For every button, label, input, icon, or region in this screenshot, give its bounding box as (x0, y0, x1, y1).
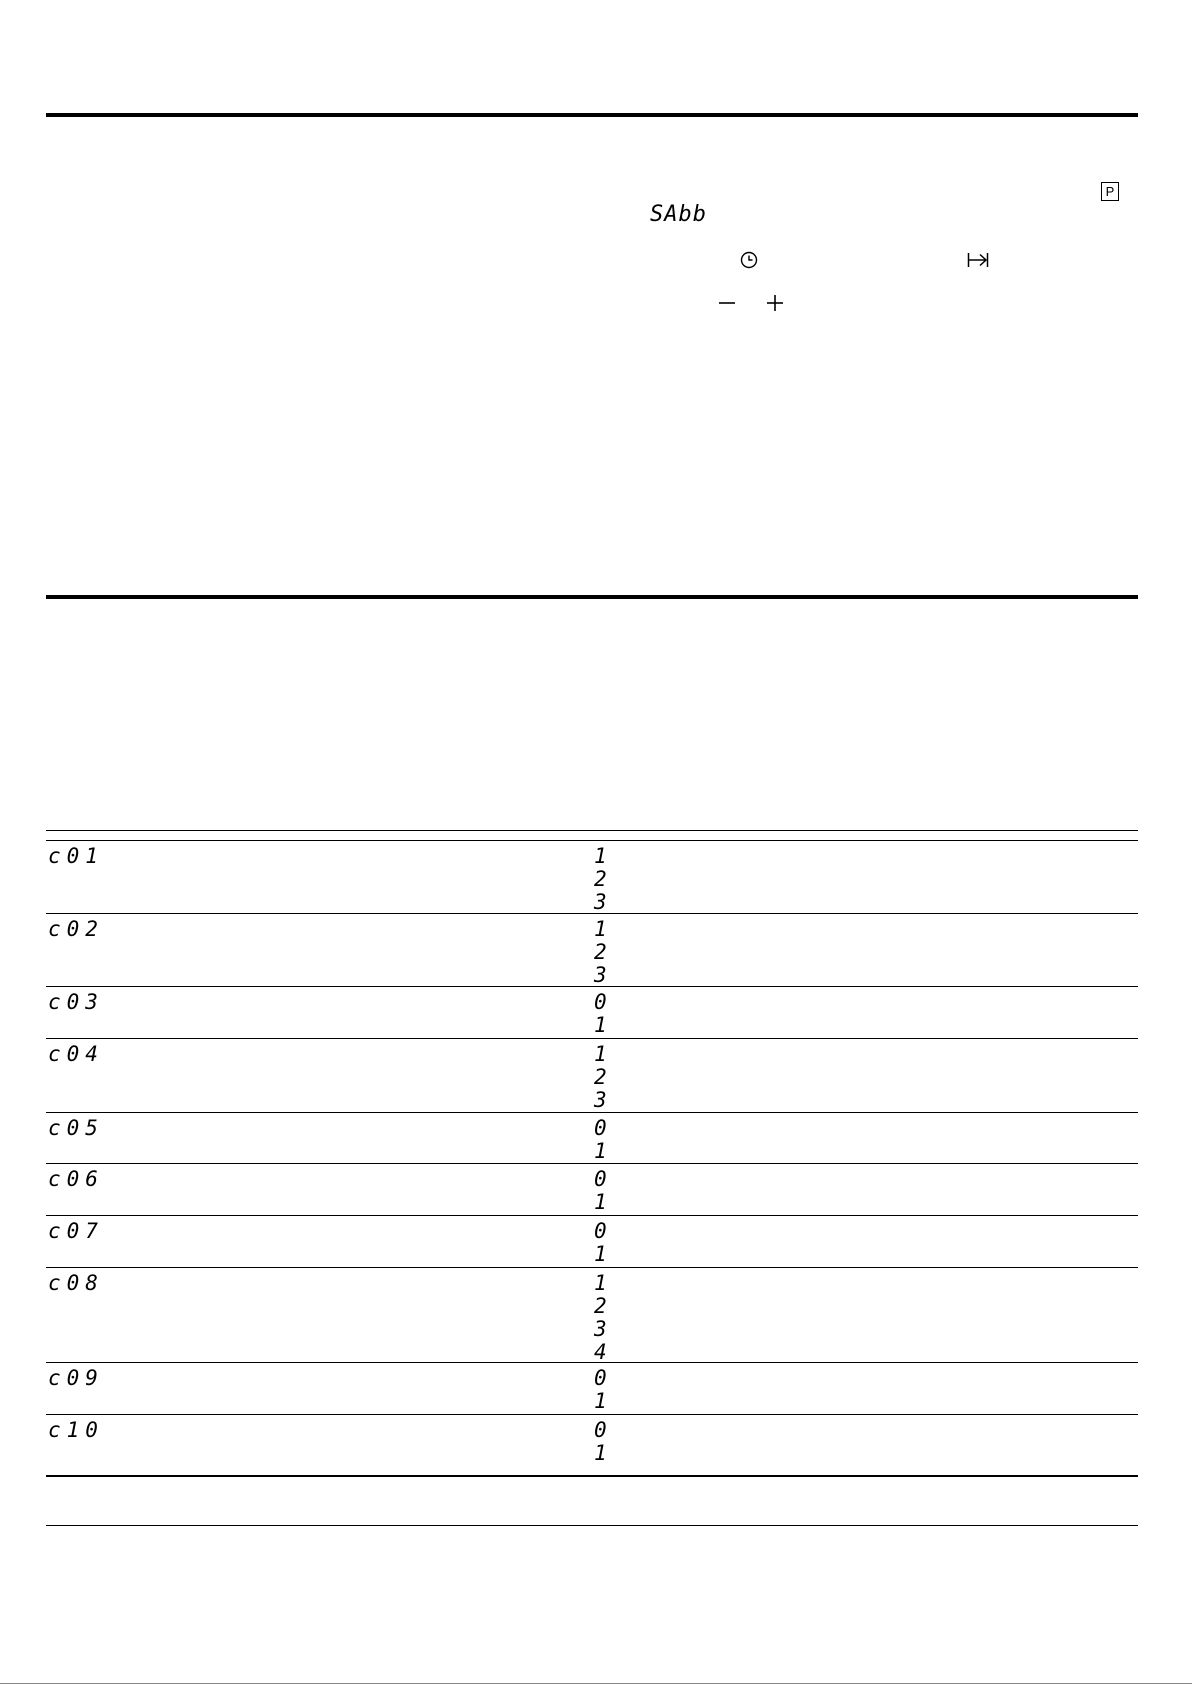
setting-value: 1 (594, 1190, 613, 1214)
end-time-icon (967, 251, 989, 269)
setting-values (594, 1168, 613, 1214)
setting-code: c01 (48, 844, 104, 868)
settings-table (46, 840, 1138, 1466)
table-row (46, 1267, 1138, 1362)
program-symbol-icon: P (1101, 182, 1119, 201)
setting-value: 1 (594, 1042, 613, 1066)
setting-values (594, 918, 613, 987)
setting-value: 1 (594, 1013, 613, 1037)
setting-value: 1 (594, 1139, 613, 1163)
setting-code: c08 (48, 1271, 104, 1295)
table-bottom-rule (46, 1475, 1138, 1477)
setting-values (594, 991, 613, 1037)
setting-value: 3 (594, 890, 613, 914)
setting-value: 1 (594, 1441, 613, 1465)
setting-value: 1 (594, 1242, 613, 1266)
footer-rule (46, 1525, 1138, 1526)
table-row (46, 840, 1138, 913)
setting-value: 0 (594, 990, 613, 1014)
setting-value: 1 (594, 917, 613, 941)
setting-code: c02 (48, 917, 104, 941)
setting-value: 0 (594, 1167, 613, 1191)
setting-value: 1 (594, 1389, 613, 1413)
page-bottom-edge (0, 1683, 1192, 1684)
setting-code: c10 (48, 1418, 104, 1442)
setting-values (594, 1043, 613, 1112)
clock-icon (740, 251, 758, 269)
section-divider-top (46, 113, 1138, 117)
table-header-rule (46, 830, 1138, 831)
setting-code: c03 (48, 990, 104, 1014)
minus-icon (717, 294, 737, 312)
table-row (46, 1414, 1138, 1466)
setting-values (594, 1220, 613, 1266)
setting-value: 3 (594, 1088, 613, 1112)
table-row (46, 1163, 1138, 1215)
setting-value: 2 (594, 940, 613, 964)
setting-value: 0 (594, 1366, 613, 1390)
setting-code: c07 (48, 1219, 104, 1243)
table-row (46, 1038, 1138, 1112)
setting-value: 2 (594, 1294, 613, 1318)
setting-values (594, 1117, 613, 1163)
setting-value: 3 (594, 1317, 613, 1341)
setting-value: 2 (594, 1065, 613, 1089)
setting-values (594, 1367, 613, 1413)
setting-value: 0 (594, 1418, 613, 1442)
table-row (46, 986, 1138, 1038)
table-row (46, 1215, 1138, 1267)
setting-code: c09 (48, 1366, 104, 1390)
table-row (46, 1112, 1138, 1163)
setting-value: 4 (594, 1340, 613, 1364)
setting-value: 0 (594, 1219, 613, 1243)
setting-values (594, 1419, 613, 1465)
section-divider-middle (46, 595, 1138, 599)
setting-values (594, 1272, 613, 1364)
display-readout: SAbb (650, 202, 707, 227)
setting-values (594, 845, 613, 914)
setting-code: c06 (48, 1167, 104, 1191)
setting-value: 1 (594, 844, 613, 868)
table-row (46, 1362, 1138, 1414)
setting-code: c04 (48, 1042, 104, 1066)
setting-value: 3 (594, 963, 613, 987)
setting-code: c05 (48, 1116, 104, 1140)
setting-value: 2 (594, 867, 613, 891)
setting-value: 1 (594, 1271, 613, 1295)
plus-icon (765, 293, 785, 313)
table-row (46, 913, 1138, 986)
setting-value: 0 (594, 1116, 613, 1140)
